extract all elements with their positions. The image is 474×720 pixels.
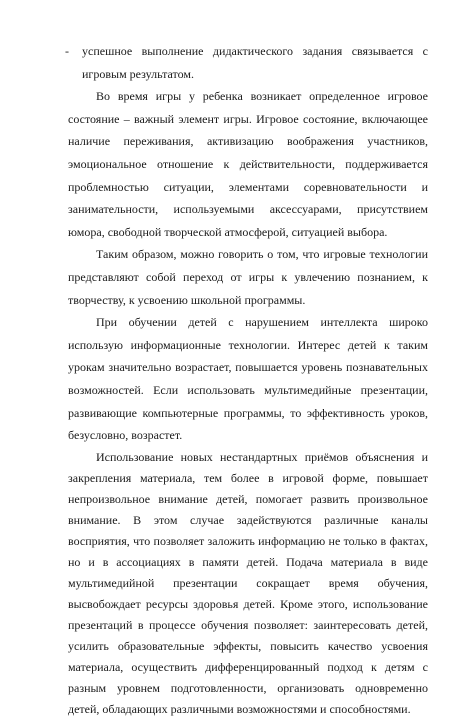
list-item [65,40,428,85]
paragraph-presentations: Использование новых нестандартных приёмов объяснения и закрепления материала, тем более в игровой форме, повышает непроизвольное внимание детей, помогает развить произвольное внимание. В этом случае задействуются различные каналы восприятия, что позволяет заложить информацию не только в фактах, но и в ассоциациях в памяти детей. Подача материала в виде мультимедийной презентации сокращает время обучения, высвобождает ресурсы здоровья детей. Кроме этого, использование презентаций в процессе обучения позволяет: заинтересовать детей, усилить образовательные эффекты, повысить качество усвоения материала, осуществить дифференцированный подход к детям с разным уровнем подготовленности, организовать одновременно детей, обладающих различными возможностями и способностями. [68,449,428,716]
paragraph-info-technologies: При обучении детей с нарушением интеллекта широко использую информационные технологии. Интерес детей к таким урокам значительно возрастает, повышается уровень познавательных возможностей. Если использовать мультимедийные презентации, развивающие компьютерные программы, то эффективность уроков, безусловно, возрастет. [68,315,428,443]
list-item-text: успешное выполнение дидактического задания связывается с игровым результатом. [82,44,428,81]
paragraph-conclusion: Таким образом, можно говорить о том, что игровые технологии представляют собой переход от игры к увлечению познанием, к творчеству, к усвоению школьной программы. [68,247,428,307]
paragraph-game-state: Во время игры у ребенка возникает определенное игровое состояние – важный элемент игры. Игровое состояние, включающее наличие переживания, активизацию воображения участников, эмоциональное отношение к действительности, поддерживается проблемностью ситуации, элементами соревновательности и занимательности, используемыми аксессуарами, присутствием юмора, свободной творческой атмосферой, ситуацией выбора. [68,89,428,239]
list-bullet: - [65,44,69,58]
document-page [65,40,428,720]
